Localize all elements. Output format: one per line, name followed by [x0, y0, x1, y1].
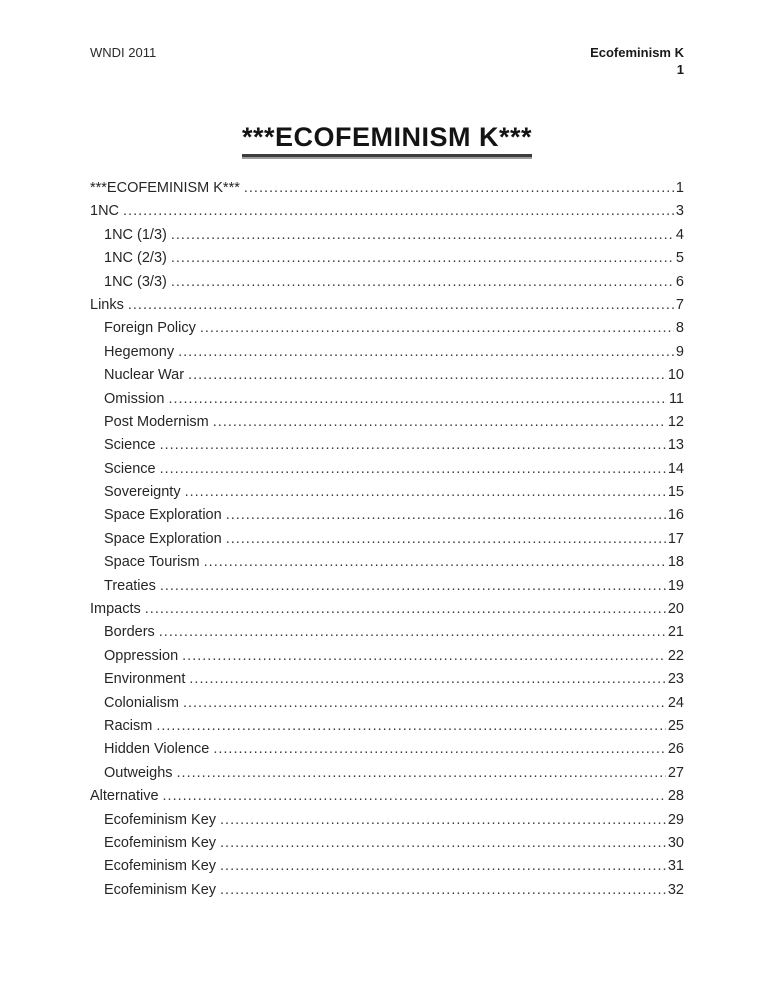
toc-entry-label: Science — [104, 460, 156, 477]
toc-entry[interactable] — [90, 528, 684, 551]
toc-dot-leader — [123, 200, 674, 223]
toc-entry-label: Ecofeminism Key — [104, 881, 217, 898]
page-header — [90, 44, 684, 78]
toc-dot-leader — [226, 504, 666, 527]
toc-entry-label: 1NC (2/3) — [104, 250, 167, 267]
toc-dot-leader — [182, 645, 666, 668]
toc-entry[interactable] — [90, 341, 684, 364]
toc-page-number: 24 — [667, 694, 684, 711]
toc-entry[interactable] — [90, 645, 684, 668]
toc-dot-leader — [189, 668, 665, 691]
toc-entry[interactable] — [90, 879, 684, 902]
toc-entry-label: Borders — [104, 624, 155, 641]
toc-entry-label: Oppression — [104, 647, 179, 664]
toc-entry[interactable] — [90, 575, 684, 598]
toc-entry-label: Alternative — [90, 788, 159, 805]
toc-dot-leader — [183, 692, 666, 715]
toc-page-number: 14 — [667, 460, 684, 477]
toc-entry[interactable] — [90, 434, 684, 457]
toc-entry[interactable] — [90, 738, 684, 761]
header-right-title: Ecofeminism K — [590, 45, 684, 60]
title-wrap — [90, 122, 684, 157]
header-right-block — [590, 44, 684, 78]
toc-page-number: 31 — [667, 858, 684, 875]
toc-entry-label: Hidden Violence — [104, 741, 210, 758]
toc-entry[interactable] — [90, 621, 684, 644]
toc-page-number: 4 — [675, 226, 684, 243]
document-title: ***ECOFEMINISM K*** — [242, 122, 532, 157]
toc-dot-leader — [145, 598, 666, 621]
toc-entry-label: 1NC — [90, 203, 120, 220]
toc-page-number: 29 — [667, 811, 684, 828]
toc-dot-leader — [171, 224, 674, 247]
toc-page-number: 30 — [667, 834, 684, 851]
toc-dot-leader — [159, 621, 666, 644]
toc-entry[interactable] — [90, 692, 684, 715]
toc-dot-leader — [244, 177, 674, 200]
toc — [90, 177, 684, 902]
toc-entry[interactable] — [90, 832, 684, 855]
toc-page-number: 16 — [667, 507, 684, 524]
toc-page-number: 6 — [675, 273, 684, 290]
toc-entry[interactable] — [90, 598, 684, 621]
toc-entry-label: Colonialism — [104, 694, 179, 711]
toc-dot-leader — [171, 271, 674, 294]
toc-page-number: 26 — [667, 741, 684, 758]
toc-entry-label: Treaties — [104, 577, 156, 594]
toc-entry[interactable] — [90, 224, 684, 247]
toc-entry-label: Racism — [104, 717, 153, 734]
toc-dot-leader — [200, 317, 674, 340]
toc-dot-leader — [220, 832, 666, 855]
toc-entry-label: 1NC (1/3) — [104, 226, 167, 243]
toc-entry[interactable] — [90, 809, 684, 832]
toc-dot-leader — [220, 855, 666, 878]
toc-entry[interactable] — [90, 317, 684, 340]
toc-dot-leader — [168, 388, 667, 411]
toc-page-number: 20 — [667, 601, 684, 618]
toc-dot-leader — [171, 247, 674, 270]
toc-entry-label: Nuclear War — [104, 367, 185, 384]
toc-entry[interactable] — [90, 481, 684, 504]
toc-dot-leader — [160, 458, 666, 481]
toc-entry[interactable] — [90, 177, 684, 200]
toc-entry-label: Post Modernism — [104, 413, 209, 430]
toc-dot-leader — [156, 715, 666, 738]
toc-dot-leader — [160, 575, 666, 598]
toc-entry[interactable] — [90, 668, 684, 691]
toc-entry-label: Foreign Policy — [104, 320, 196, 337]
toc-page-number: 11 — [668, 390, 684, 407]
toc-dot-leader — [220, 809, 666, 832]
toc-entry-label: ***ECOFEMINISM K*** — [90, 180, 240, 196]
toc-page-number: 21 — [667, 624, 684, 641]
header-page-number: 1 — [676, 62, 684, 77]
toc-entry-label: Space Exploration — [104, 530, 222, 547]
toc-page-number: 19 — [667, 577, 684, 594]
toc-dot-leader — [213, 411, 666, 434]
toc-entry-label: Environment — [104, 671, 186, 688]
toc-dot-leader — [163, 785, 666, 808]
toc-entry-label: Ecofeminism Key — [104, 834, 217, 851]
toc-page-number: 18 — [667, 554, 684, 571]
header-left-text: WNDI 2011 — [90, 45, 157, 60]
toc-page-number: 13 — [667, 437, 684, 454]
toc-entry[interactable] — [90, 855, 684, 878]
toc-page-number: 32 — [667, 881, 684, 898]
toc-page-number: 17 — [667, 530, 684, 547]
toc-entry[interactable] — [90, 551, 684, 574]
toc-dot-leader — [188, 364, 666, 387]
toc-entry-label: Space Exploration — [104, 507, 222, 524]
toc-entry[interactable] — [90, 388, 684, 411]
toc-dot-leader — [220, 879, 666, 902]
toc-entry-label: Sovereignty — [104, 484, 181, 501]
toc-dot-leader — [185, 481, 666, 504]
toc-entry-label: Ecofeminism Key — [104, 858, 217, 875]
toc-entry-label: Impacts — [90, 601, 141, 618]
toc-entry[interactable] — [90, 504, 684, 527]
toc-page-number: 5 — [675, 250, 684, 267]
toc-page-number: 28 — [667, 788, 684, 805]
toc-entry-label: Links — [90, 296, 124, 313]
toc-dot-leader — [128, 294, 674, 317]
toc-entry-label: Hegemony — [104, 343, 175, 360]
toc-entry[interactable] — [90, 294, 684, 317]
toc-entry[interactable] — [90, 715, 684, 738]
toc-page-number: 7 — [675, 296, 684, 313]
toc-dot-leader — [213, 738, 666, 761]
toc-dot-leader — [226, 528, 666, 551]
toc-page-number: 1 — [675, 180, 684, 196]
toc-entry-label: 1NC (3/3) — [104, 273, 167, 290]
toc-entry-label: Science — [104, 437, 156, 454]
toc-dot-leader — [178, 341, 674, 364]
toc-page-number: 3 — [675, 203, 684, 220]
toc-dot-leader — [160, 434, 666, 457]
toc-entry[interactable] — [90, 271, 684, 294]
toc-entry[interactable] — [90, 247, 684, 270]
toc-page-number: 9 — [675, 343, 684, 360]
toc-dot-leader — [177, 762, 666, 785]
toc-page-number: 22 — [667, 647, 684, 664]
toc-page-number: 25 — [667, 717, 684, 734]
toc-page-number: 10 — [667, 367, 684, 384]
toc-entry-label: Space Tourism — [104, 554, 200, 571]
toc-dot-leader — [204, 551, 666, 574]
toc-entry[interactable] — [90, 364, 684, 387]
toc-entry-label: Omission — [104, 390, 165, 407]
toc-entry[interactable] — [90, 762, 684, 785]
toc-entry[interactable] — [90, 458, 684, 481]
toc-entry-label: Ecofeminism Key — [104, 811, 217, 828]
toc-page-number: 27 — [667, 764, 684, 781]
toc-page-number: 15 — [667, 484, 684, 501]
toc-entry[interactable] — [90, 411, 684, 434]
toc-page-number: 12 — [667, 413, 684, 430]
toc-entry[interactable] — [90, 785, 684, 808]
toc-entry-label: Outweighs — [104, 764, 173, 781]
toc-page-number: 8 — [675, 320, 684, 337]
toc-entry[interactable] — [90, 200, 684, 223]
toc-page-number: 23 — [667, 671, 684, 688]
